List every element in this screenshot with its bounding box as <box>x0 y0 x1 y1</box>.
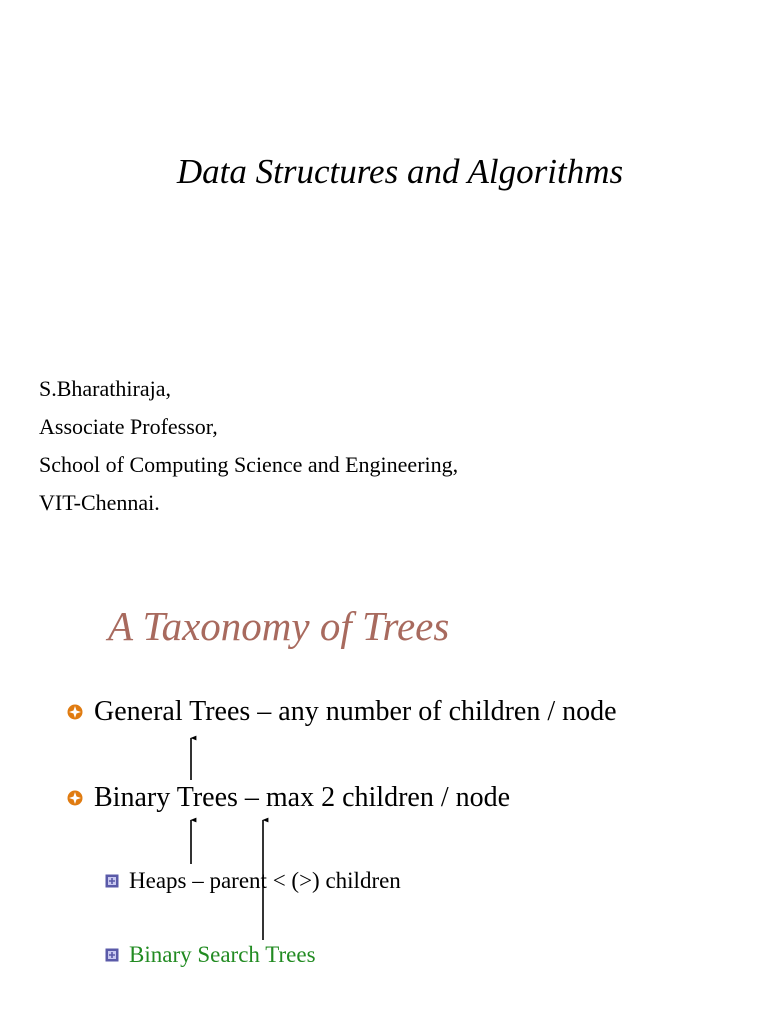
bullet-general-trees-text: General Trees – any number of children / node <box>94 696 617 727</box>
sub-bullet-bst-text: Binary Search Trees <box>129 942 316 967</box>
square-bullet-icon <box>105 874 119 888</box>
bullet-binary-trees <box>67 782 510 814</box>
sub-bullet-heaps-text: Heaps – parent < (>) children <box>129 868 401 893</box>
slide-title: Data Structures and Algorithms <box>176 152 624 191</box>
orange-bullet-icon <box>67 704 83 720</box>
sub-bullet-heaps <box>105 868 401 894</box>
taxonomy-heading: A Taxonomy of Trees <box>108 603 450 649</box>
author-name: S.Bharathiraja, <box>39 376 171 401</box>
bullet-general-trees <box>67 696 617 728</box>
sub-bullet-binary-search-trees <box>105 942 316 968</box>
author-position: Associate Professor, <box>39 414 218 439</box>
orange-bullet-icon <box>67 790 83 806</box>
bullet-binary-trees-text: Binary Trees – max 2 children / node <box>94 782 511 813</box>
square-bullet-icon <box>105 948 119 962</box>
author-block <box>39 370 458 522</box>
author-institution: VIT-Chennai. <box>39 490 160 515</box>
author-school: School of Computing Science and Engineering, <box>39 452 459 477</box>
